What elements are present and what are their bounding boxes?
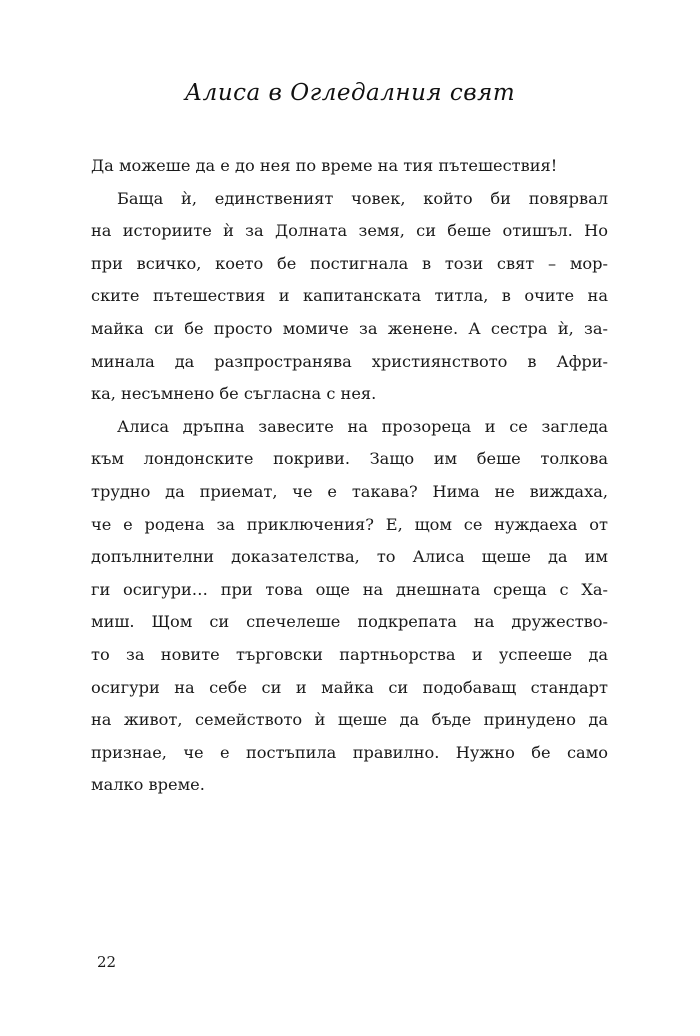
text-line: ги осигури… при това още на днешната среща с Ха- xyxy=(91,579,608,599)
text-line: при всичко, което бе постигнала в този свят – мор- xyxy=(91,253,608,273)
text-line: малко време. xyxy=(91,775,205,795)
text-line: майка си бе просто момиче за женене. А сестра ѝ, за- xyxy=(91,318,608,338)
text-line: че е родена за приключения? Е, щом се нуждаеха от xyxy=(91,514,608,534)
body-text xyxy=(91,150,608,802)
text-line: към лондонските покриви. Защо им беше толкова xyxy=(91,449,608,469)
paragraph-2 xyxy=(91,183,608,411)
text-line: на историите ѝ за Долната земя, си беше отишъл. Но xyxy=(91,221,608,241)
text-line: то за новите търговски партньорства и успееше да xyxy=(91,644,608,664)
page-number: 22 xyxy=(97,953,117,971)
text-line: Алиса дръпна завесите на прозореца и се загледа xyxy=(117,416,608,436)
text-line: минала да разпространява християнството в Афри- xyxy=(91,351,608,371)
paragraph-1 xyxy=(91,150,608,183)
text-line: на живот, семейството ѝ щеше да бъде принудено да xyxy=(91,710,608,730)
text-line: трудно да приемат, че е такава? Нима не виждаха, xyxy=(91,481,608,501)
running-head: Алиса в Огледалния свят xyxy=(184,80,516,106)
text-line: допълнителни доказателства, то Алиса щеше да им xyxy=(91,547,608,567)
text-line: Да можеше да е до нея по време на тия пътешествия! xyxy=(91,156,558,175)
text-line: миш. Щом си спечелеше подкрепата на дружество- xyxy=(91,612,608,632)
text-line: ка, несъмнено бе съгласна с нея. xyxy=(91,384,377,404)
paragraph-3 xyxy=(91,411,608,802)
text-line: ските пътешествия и капитанската титла, в очите на xyxy=(91,286,608,306)
text-line: осигури на себе си и майка си подобаващ стандарт xyxy=(91,677,608,697)
text-line: Баща ѝ, единственият човек, който би повярвал xyxy=(117,188,608,208)
text-line: признае, че е постъпила правилно. Нужно бе само xyxy=(91,742,608,762)
